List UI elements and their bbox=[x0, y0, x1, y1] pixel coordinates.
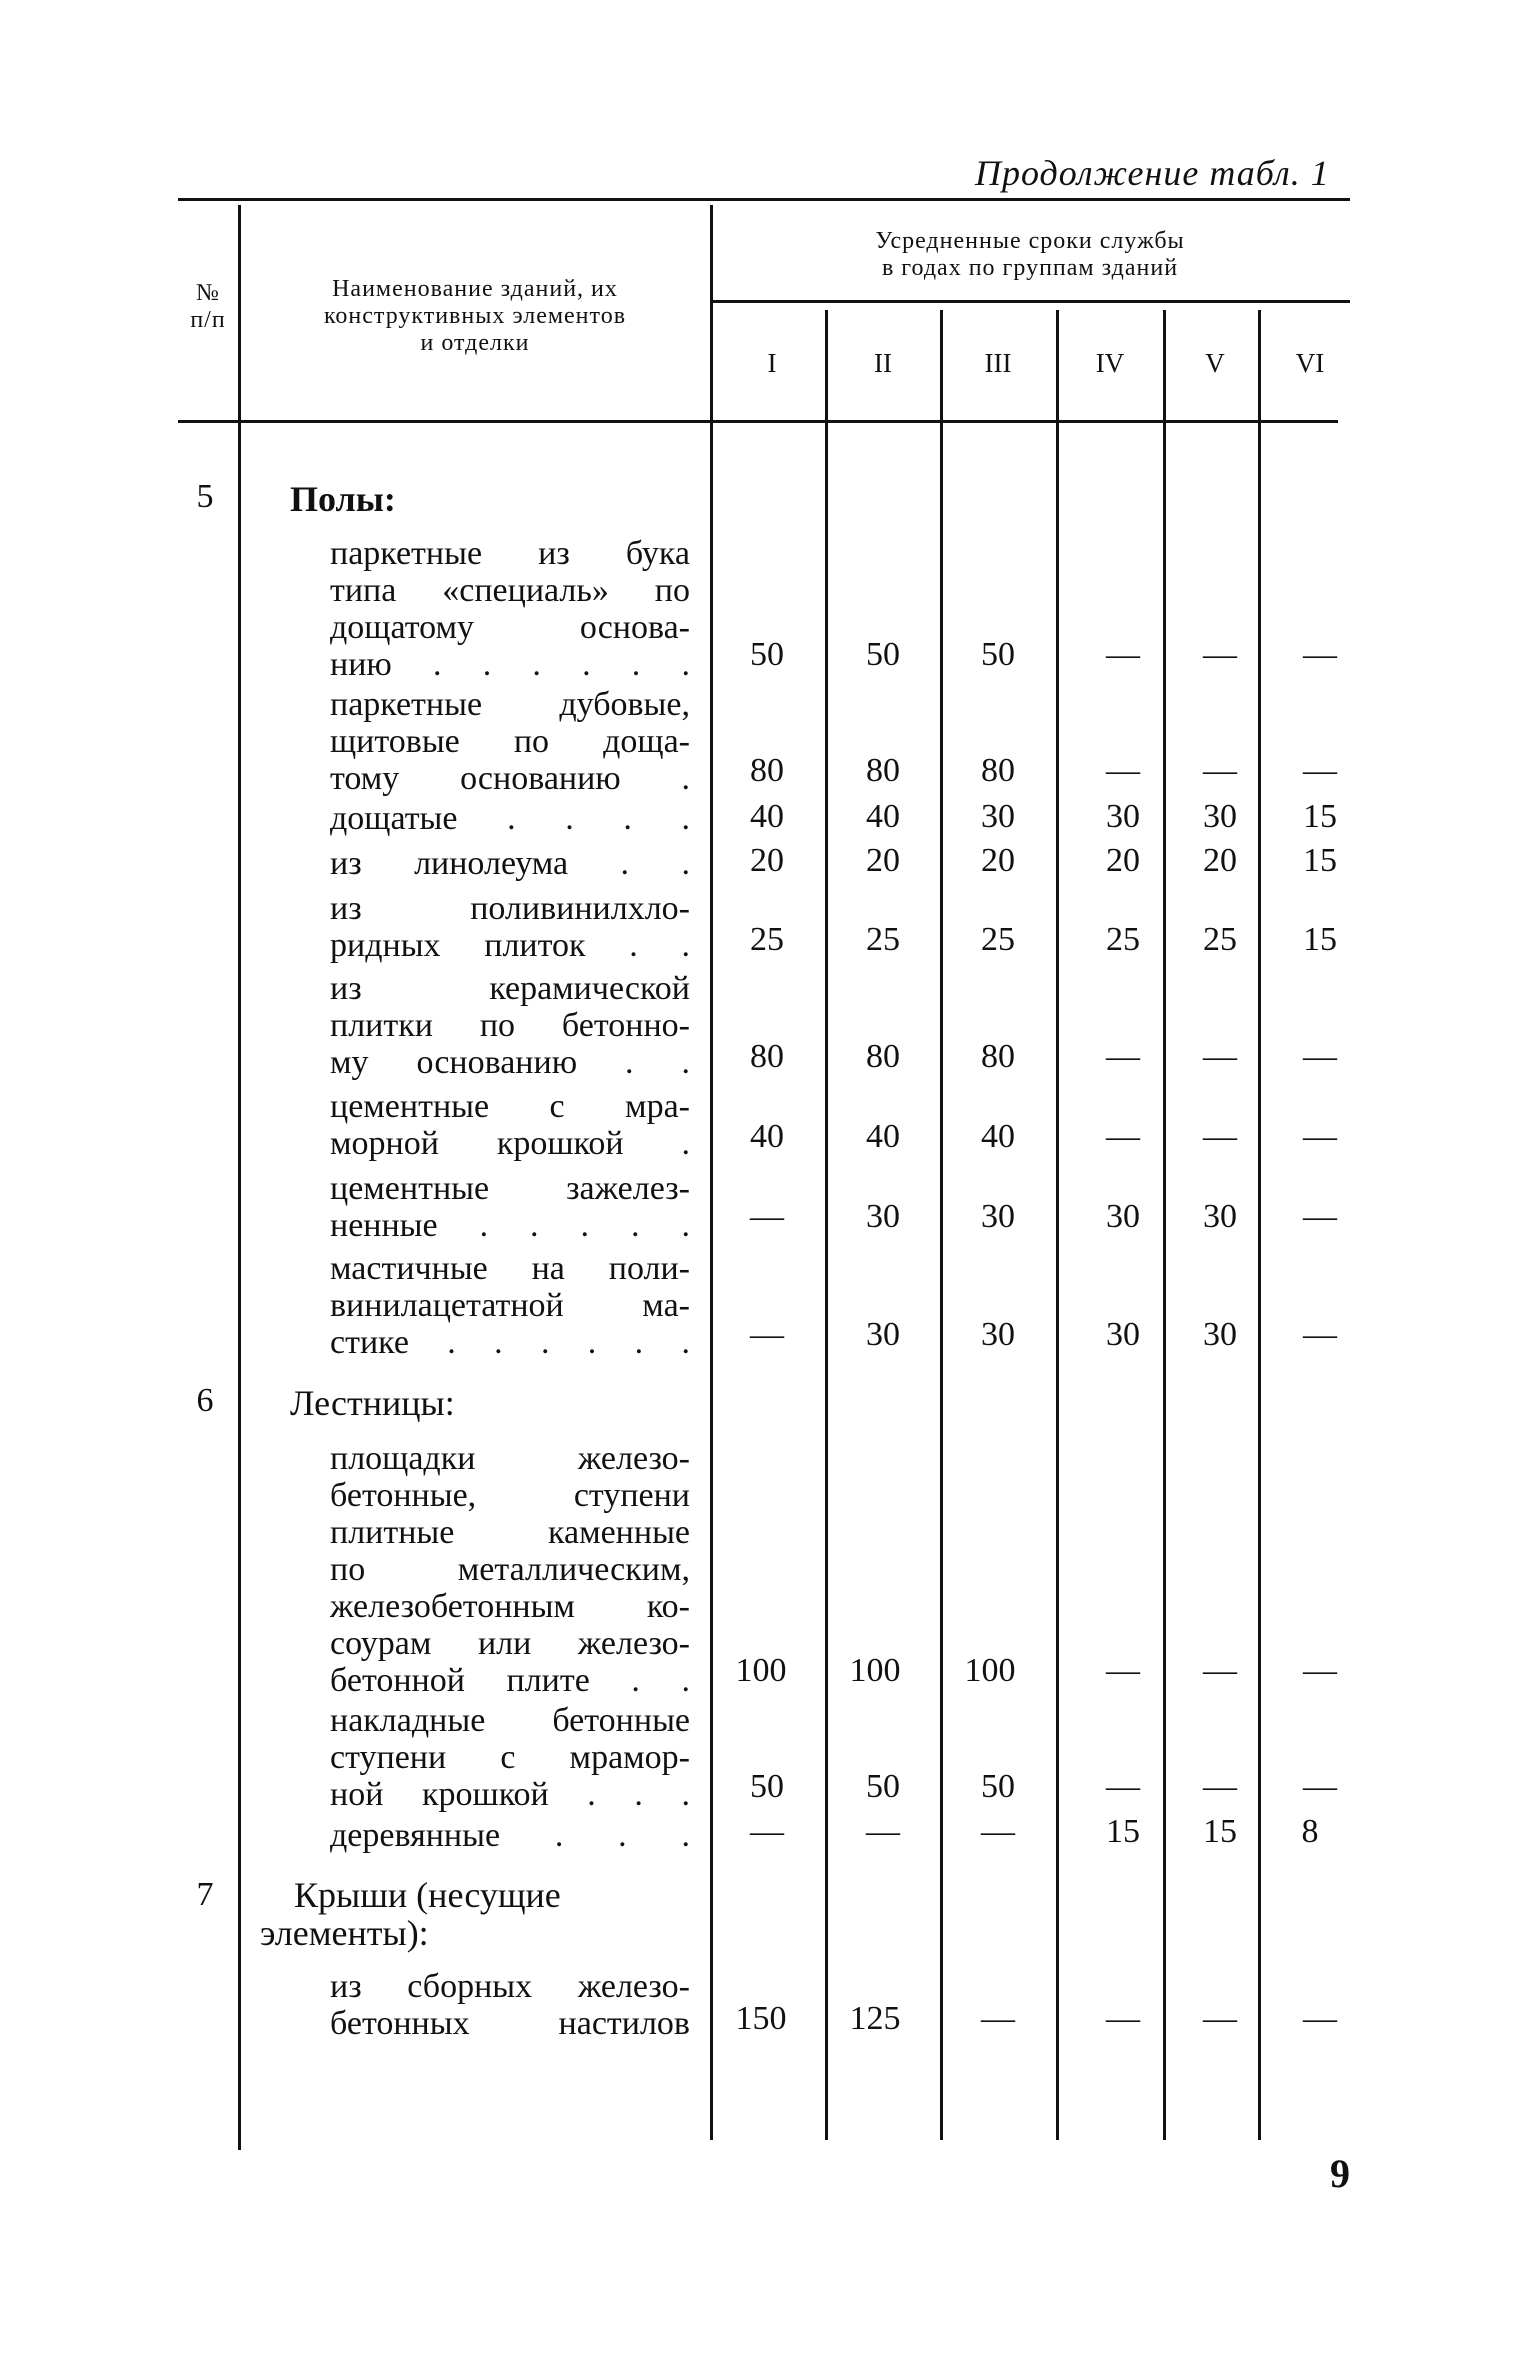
value-cell: 50 bbox=[981, 636, 1015, 673]
value-cell: — bbox=[1203, 1118, 1237, 1155]
value-cell: 40 bbox=[866, 798, 900, 835]
col-life-header: Усредненные сроки службы в годах по группам зданий bbox=[875, 228, 1185, 281]
group-header-v: V bbox=[1205, 348, 1225, 378]
value-cell: 100 bbox=[735, 1652, 787, 1689]
row-name: из сборных железо- бетонных настилов bbox=[330, 1968, 690, 2042]
section-title: Лестницы: bbox=[290, 1383, 455, 1423]
col-num-header: № п/п bbox=[190, 280, 226, 333]
value-cell: 30 bbox=[1106, 1198, 1140, 1235]
value-cell: 20 bbox=[981, 842, 1015, 879]
group-header-i: I bbox=[767, 348, 777, 378]
value-cell: — bbox=[750, 1813, 784, 1850]
section-number: 7 bbox=[196, 1876, 214, 1913]
value-cell: — bbox=[981, 1813, 1015, 1850]
row-name: из поливинилхло- ридных плиток . . bbox=[330, 890, 690, 964]
section-title: Крыши (несущие элементы): bbox=[260, 1875, 561, 1953]
value-cell: 15 bbox=[1303, 921, 1337, 958]
value-cell: 80 bbox=[866, 752, 900, 789]
value-cell: 25 bbox=[1203, 921, 1237, 958]
row-name: цементные с мра- морной крошкой . bbox=[330, 1088, 690, 1162]
value-cell: 30 bbox=[866, 1316, 900, 1353]
value-cell: 125 bbox=[849, 2000, 901, 2037]
value-cell: — bbox=[1303, 1198, 1337, 1235]
value-cell: 30 bbox=[981, 798, 1015, 835]
row-name: паркетные дубовые, щитовые по доща- тому основанию . bbox=[330, 686, 690, 797]
value-cell: 25 bbox=[750, 921, 784, 958]
value-cell: — bbox=[1203, 1768, 1237, 1805]
col-divider-g2 bbox=[940, 310, 943, 2140]
col-divider-num bbox=[238, 205, 241, 2150]
value-cell: — bbox=[1303, 636, 1337, 673]
value-cell: 80 bbox=[981, 1038, 1015, 1075]
value-cell: 20 bbox=[1106, 842, 1140, 879]
group-header-ii: II bbox=[874, 348, 892, 378]
col-divider-g1 bbox=[825, 310, 828, 2140]
section-title: Полы: bbox=[290, 479, 396, 519]
row-name: из линолеума . . bbox=[330, 845, 690, 882]
value-cell: 30 bbox=[981, 1316, 1015, 1353]
value-cell: 100 bbox=[849, 1652, 901, 1689]
col-divider-name bbox=[710, 205, 713, 2140]
value-cell: 15 bbox=[1303, 842, 1337, 879]
value-cell: 8 bbox=[1301, 1813, 1319, 1850]
row-name: накладные бетонные ступени с мрамор- ной крошкой . . . bbox=[330, 1702, 690, 1813]
row-name: паркетные из бука типа «специаль» по дощатому основа- нию . . . . . . bbox=[330, 535, 690, 683]
value-cell: 30 bbox=[1106, 1316, 1140, 1353]
value-cell: — bbox=[1106, 1768, 1140, 1805]
value-cell: — bbox=[1303, 2000, 1337, 2037]
value-cell: 150 bbox=[735, 2000, 787, 2037]
row-name: площадки железо- бетонные, ступени плитные каменные по металлическим, железобетонным ко- соурам или железо- бетонной плите . . bbox=[330, 1440, 690, 1699]
value-cell: 80 bbox=[750, 752, 784, 789]
row-name: из керамической плитки по бетонно- му основанию . . bbox=[330, 970, 690, 1081]
col-name-header: Наименование зданий, их конструктивных элементов и отделки bbox=[323, 276, 627, 356]
value-cell: — bbox=[1106, 1038, 1140, 1075]
continuation-caption: Продолжение табл. 1 bbox=[975, 153, 1330, 193]
group-header-iv: IV bbox=[1095, 348, 1125, 378]
value-cell: 100 bbox=[964, 1652, 1016, 1689]
value-cell: — bbox=[1303, 1652, 1337, 1689]
page-number: 9 bbox=[1330, 2151, 1350, 2196]
value-cell: 40 bbox=[866, 1118, 900, 1155]
value-cell: 40 bbox=[750, 1118, 784, 1155]
value-cell: 80 bbox=[981, 752, 1015, 789]
value-cell: 20 bbox=[866, 842, 900, 879]
value-cell: 25 bbox=[1106, 921, 1140, 958]
group-header-vi: VI bbox=[1295, 348, 1325, 378]
value-cell: 50 bbox=[866, 1768, 900, 1805]
value-cell: 30 bbox=[981, 1198, 1015, 1235]
value-cell: — bbox=[1303, 1038, 1337, 1075]
value-cell: — bbox=[1106, 752, 1140, 789]
value-cell: 15 bbox=[1106, 1813, 1140, 1850]
value-cell: — bbox=[1303, 1768, 1337, 1805]
value-cell: 50 bbox=[981, 1768, 1015, 1805]
section-number: 5 bbox=[196, 478, 214, 515]
table-top-rule bbox=[178, 198, 1350, 201]
col-divider-g3 bbox=[1056, 310, 1059, 2140]
value-cell: — bbox=[1106, 1652, 1140, 1689]
value-cell: 50 bbox=[866, 636, 900, 673]
value-cell: — bbox=[750, 1316, 784, 1353]
row-name: деревянные . . . bbox=[330, 1817, 690, 1854]
value-cell: — bbox=[1203, 1652, 1237, 1689]
value-cell: 50 bbox=[750, 636, 784, 673]
value-cell: — bbox=[1203, 2000, 1237, 2037]
value-cell: 80 bbox=[750, 1038, 784, 1075]
value-cell: — bbox=[1106, 1118, 1140, 1155]
value-cell: — bbox=[1303, 1118, 1337, 1155]
value-cell: — bbox=[1106, 636, 1140, 673]
value-cell: 15 bbox=[1303, 798, 1337, 835]
value-cell: 40 bbox=[750, 798, 784, 835]
value-cell: 30 bbox=[1203, 1198, 1237, 1235]
value-cell: — bbox=[1203, 752, 1237, 789]
value-cell: 20 bbox=[1203, 842, 1237, 879]
value-cell: — bbox=[866, 1813, 900, 1850]
group-header-iii: III bbox=[984, 348, 1012, 378]
value-cell: 25 bbox=[866, 921, 900, 958]
value-cell: 30 bbox=[1203, 1316, 1237, 1353]
value-cell: 40 bbox=[981, 1118, 1015, 1155]
value-cell: — bbox=[1303, 752, 1337, 789]
value-cell: 30 bbox=[1203, 798, 1237, 835]
value-cell: 30 bbox=[1106, 798, 1140, 835]
value-cell: — bbox=[1106, 2000, 1140, 2037]
row-name: мастичные на поли- винилацетатной ма- стике . . . . . . bbox=[330, 1250, 690, 1361]
value-cell: — bbox=[750, 1198, 784, 1235]
value-cell: — bbox=[1203, 636, 1237, 673]
value-cell: 50 bbox=[750, 1768, 784, 1805]
value-cell: — bbox=[981, 2000, 1015, 2037]
row-name: цементные зажелез- ненные . . . . . bbox=[330, 1170, 690, 1244]
section-number: 6 bbox=[196, 1382, 214, 1419]
value-cell: 80 bbox=[866, 1038, 900, 1075]
value-cell: 25 bbox=[981, 921, 1015, 958]
value-cell: — bbox=[1303, 1316, 1337, 1353]
value-cell: 20 bbox=[750, 842, 784, 879]
row-name: дощатые . . . . bbox=[330, 800, 690, 837]
group-header-rule bbox=[710, 300, 1350, 303]
value-cell: 30 bbox=[866, 1198, 900, 1235]
value-cell: — bbox=[1203, 1038, 1237, 1075]
value-cell: 15 bbox=[1203, 1813, 1237, 1850]
